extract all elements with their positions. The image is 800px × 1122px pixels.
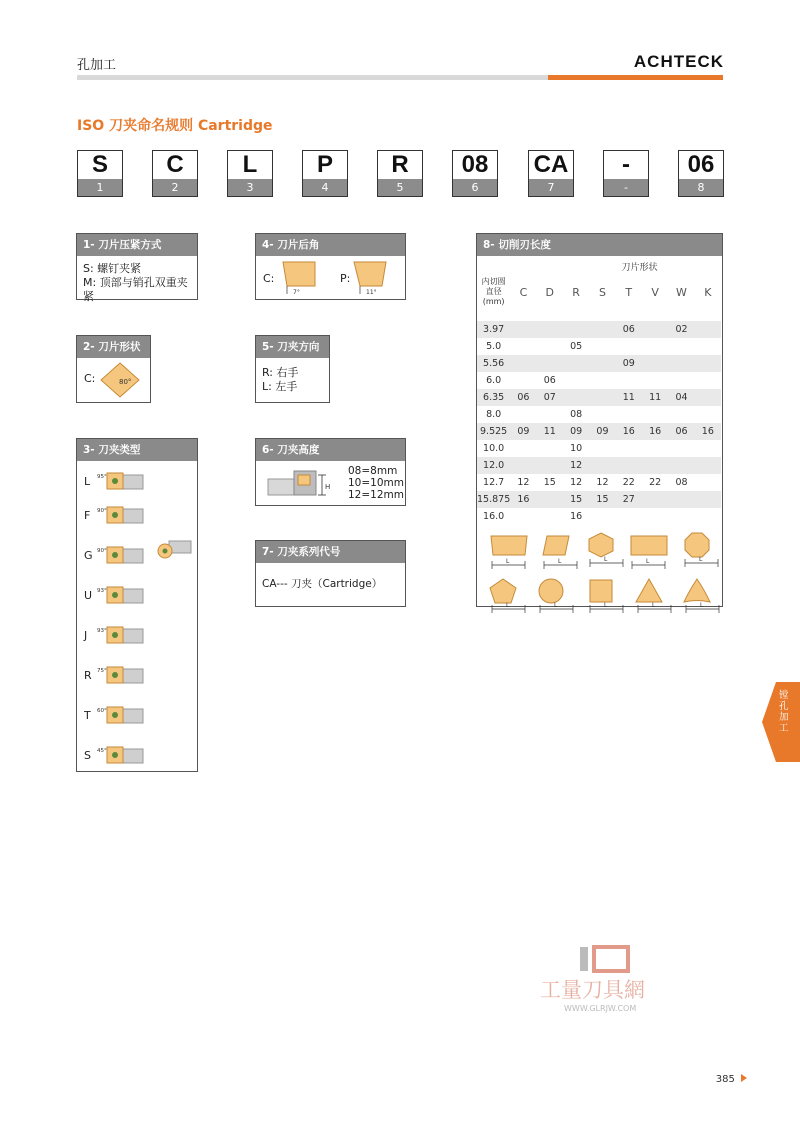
box-title: 6- 刀夹高度 — [256, 439, 405, 461]
rhombic-insert-icon — [99, 361, 141, 399]
d-insert-icon — [541, 533, 583, 571]
holder-type-icon — [97, 703, 145, 729]
length-cell — [510, 406, 536, 423]
svg-text:L: L — [558, 558, 562, 565]
direction-r: R: 右手 — [262, 366, 299, 379]
svg-text:L: L — [700, 602, 704, 609]
length-cell — [642, 338, 668, 355]
length-cell — [589, 338, 615, 355]
length-cell — [668, 406, 694, 423]
code-letter: 08 — [453, 151, 497, 179]
svg-text:L: L — [652, 602, 656, 609]
code-box — [77, 150, 123, 197]
brand-logo: ACHTECK — [633, 52, 724, 71]
length-cell — [589, 440, 615, 457]
svg-text:L: L — [699, 556, 703, 563]
code-number: 4 — [303, 179, 347, 196]
table-row — [477, 491, 721, 508]
svg-text:93°: 93° — [97, 588, 107, 594]
length-cell — [510, 321, 536, 338]
length-cell: 06 — [616, 321, 642, 338]
length-cell: 16 — [510, 491, 536, 508]
box-title: 4- 刀片后角 — [256, 234, 405, 256]
code-letter: 06 — [679, 151, 723, 179]
length-cell: 10 — [570, 443, 583, 454]
length-cell — [537, 338, 563, 355]
o-insert-icon — [682, 531, 724, 569]
length-cell: 22 — [622, 477, 635, 488]
l-insert-icon — [629, 533, 671, 571]
length-cell: 12 — [563, 457, 589, 474]
code-number: 6 — [453, 179, 497, 196]
diameter-cell: 12.7 — [483, 477, 505, 488]
svg-text:80°: 80° — [119, 378, 132, 386]
holder-type-icon — [97, 469, 145, 495]
diameter-cell: 5.0 — [486, 341, 502, 352]
diameter-cell: 12.0 — [477, 457, 510, 474]
length-cell: 12 — [570, 477, 583, 488]
holder-type-icon — [97, 663, 145, 689]
shape-header: 刀片形状 — [621, 263, 658, 273]
svg-text:H: H — [325, 483, 331, 491]
code-letter: S — [78, 151, 122, 179]
length-cell — [537, 406, 563, 423]
section-title: 孔加工 — [77, 58, 117, 73]
length-cell: 04 — [668, 389, 694, 406]
box-title: 5- 刀夹方向 — [256, 336, 329, 358]
length-cell: 16 — [642, 423, 668, 440]
length-cell — [695, 389, 721, 406]
table-row — [477, 321, 721, 338]
code-letter: - — [604, 151, 648, 179]
length-cell: 08 — [570, 409, 583, 420]
length-cell — [642, 440, 668, 457]
watermark — [540, 945, 700, 1015]
h-insert-icon — [587, 531, 629, 569]
code-letter: R — [378, 151, 422, 179]
holder-type-icon — [97, 503, 145, 529]
w-insert-icon — [683, 577, 725, 615]
code-box — [678, 150, 724, 197]
diameter-cell: 3.97 — [477, 321, 510, 338]
length-cell: 09 — [589, 423, 615, 440]
shape-column-header: V — [651, 285, 659, 299]
length-cell — [537, 440, 563, 457]
page-number: 385 — [716, 1073, 748, 1085]
length-cell — [668, 372, 694, 389]
box-title: 7- 刀夹系列代号 — [256, 541, 405, 563]
svg-text:11°: 11° — [366, 289, 377, 296]
shape-column-header: K — [704, 285, 712, 299]
code-number: 2 — [153, 179, 197, 196]
page-title: ISO 刀夹命名规则 Cartridge — [77, 118, 273, 134]
svg-text:L: L — [506, 602, 510, 609]
p-insert-icon — [489, 577, 531, 615]
length-cell — [510, 372, 536, 389]
length-cell — [642, 508, 668, 525]
shape-column-header: D — [545, 285, 554, 299]
shape-label: C: — [84, 372, 96, 385]
code-letter: L — [228, 151, 272, 179]
length-cell: 22 — [649, 477, 662, 488]
code-letter: CA — [529, 151, 573, 179]
diameter-cell: 5.56 — [477, 355, 510, 372]
series-ca: CA--- 刀夹（Cartridge） — [262, 578, 383, 590]
length-cell: 02 — [668, 321, 694, 338]
holder-type-row — [77, 749, 195, 779]
length-cell — [537, 355, 563, 372]
code-box — [603, 150, 649, 197]
box-title: 3- 刀夹类型 — [77, 439, 197, 461]
box-cutting-edge-length — [476, 233, 723, 607]
diameter-cell: 9.525 — [477, 423, 510, 440]
svg-text:L: L — [554, 602, 558, 609]
length-cell — [695, 508, 721, 525]
length-cell: 06 — [510, 389, 536, 406]
code-box — [452, 150, 498, 197]
table-row — [477, 372, 721, 389]
shape-column-header: R — [572, 285, 580, 299]
svg-text:90°: 90° — [97, 508, 107, 514]
length-cell — [589, 457, 615, 474]
box-direction — [255, 335, 330, 403]
t-insert-icon — [635, 577, 677, 615]
diameter-header: 内切圆 直径 (mm) — [481, 277, 506, 306]
length-cell — [695, 372, 721, 389]
length-cell: 08 — [675, 477, 688, 488]
length-cell: 11 — [642, 389, 668, 406]
length-cell: 16 — [616, 423, 642, 440]
table-row — [477, 355, 721, 372]
length-cell — [563, 389, 589, 406]
svg-text:WWW.GLRJW.COM: WWW.GLRJW.COM — [564, 1004, 637, 1013]
height-10: 10=10mm — [348, 477, 404, 489]
length-cell — [589, 406, 615, 423]
diameter-cell: 6.35 — [477, 389, 510, 406]
length-cell — [537, 508, 563, 525]
svg-text:L: L — [604, 556, 608, 563]
length-cell — [510, 457, 536, 474]
svg-text:95°: 95° — [97, 474, 107, 480]
holder-type-label: T — [84, 709, 91, 722]
shape-column-header: C — [519, 285, 528, 299]
holder-type-icon — [97, 583, 145, 609]
length-cell — [668, 508, 694, 525]
holder-type-row — [77, 709, 195, 739]
code-letter: P — [303, 151, 347, 179]
length-cell — [642, 491, 668, 508]
length-cell: 16 — [570, 511, 583, 522]
holder-g-alt-icon — [155, 537, 195, 565]
svg-text:90°: 90° — [97, 548, 107, 554]
code-number: 7 — [529, 179, 573, 196]
clamp-s: S: 螺钉夹紧 — [83, 262, 142, 275]
length-cell — [537, 321, 563, 338]
length-cell — [510, 440, 536, 457]
length-cell — [537, 457, 563, 474]
svg-text:L: L — [646, 558, 650, 565]
svg-text:工量刀具網: 工量刀具網 — [540, 978, 645, 1002]
length-cell — [563, 355, 589, 372]
length-cell — [616, 406, 642, 423]
cutting-length-table — [477, 275, 721, 525]
length-cell — [563, 372, 589, 389]
clearance-p-icon — [352, 260, 392, 296]
length-cell: 05 — [570, 341, 583, 352]
length-cell — [616, 508, 642, 525]
table-row — [477, 406, 721, 423]
length-cell — [695, 355, 721, 372]
diameter-cell: 15.875 — [477, 491, 510, 508]
length-cell — [695, 338, 721, 355]
length-cell: 12 — [596, 477, 609, 488]
box-holder-type — [76, 438, 198, 772]
holder-type-label: S — [84, 749, 91, 762]
length-cell: 11 — [537, 423, 563, 440]
length-cell — [695, 321, 721, 338]
diameter-cell: 6.0 — [486, 375, 502, 386]
length-cell — [642, 321, 668, 338]
length-cell: 11 — [616, 389, 642, 406]
s-insert-icon — [587, 577, 629, 615]
table-row — [477, 338, 721, 355]
insert-shape-grid — [477, 529, 722, 624]
box-insert-shape — [76, 335, 151, 403]
holder-height-icon — [264, 465, 342, 501]
length-cell — [616, 457, 642, 474]
svg-text:45°: 45° — [97, 748, 107, 754]
clearance-p-label: P: — [340, 272, 351, 285]
next-arrow-icon — [740, 1073, 748, 1083]
code-number: 8 — [679, 179, 723, 196]
box-title: 2- 刀片形状 — [77, 336, 150, 358]
clamp-m: M: 顶部与销孔双重夹紧 — [83, 276, 188, 303]
diameter-cell: 16.0 — [483, 511, 505, 522]
holder-type-label: R — [84, 669, 92, 682]
header-divider — [77, 75, 723, 80]
holder-type-row — [77, 629, 195, 659]
code-number: - — [604, 179, 648, 196]
code-number: 5 — [378, 179, 422, 196]
length-cell — [589, 508, 615, 525]
clearance-c-label: C: — [263, 272, 275, 285]
holder-type-row — [77, 669, 195, 699]
length-cell: 07 — [537, 389, 563, 406]
svg-text:75°: 75° — [97, 668, 107, 674]
length-cell — [695, 474, 721, 491]
length-cell — [668, 338, 694, 355]
code-boxes — [77, 150, 723, 198]
height-08: 08=8mm — [348, 465, 398, 477]
length-cell — [616, 440, 642, 457]
side-tab[interactable] — [762, 682, 800, 762]
length-cell: 15 — [563, 491, 589, 508]
box-title: 1- 刀片压紧方式 — [77, 234, 197, 256]
holder-type-label: U — [84, 589, 93, 602]
length-cell: 09 — [563, 423, 589, 440]
direction-l: L: 左手 — [262, 380, 298, 393]
length-cell: 09 — [616, 355, 642, 372]
box-series-code — [255, 540, 406, 607]
length-cell: 09 — [510, 423, 536, 440]
length-cell — [695, 440, 721, 457]
code-box — [302, 150, 348, 197]
length-cell: 06 — [668, 423, 694, 440]
holder-type-icon — [97, 623, 145, 649]
code-box — [377, 150, 423, 197]
length-cell — [563, 321, 589, 338]
shape-column-header: T — [625, 285, 633, 299]
length-cell: 12 — [517, 477, 530, 488]
box-clearance-angle — [255, 233, 406, 300]
table-row — [477, 389, 721, 406]
table-row — [477, 423, 721, 440]
holder-type-row — [77, 475, 195, 505]
svg-text:93°: 93° — [97, 628, 107, 634]
box-title: 8- 切削刃长度 — [477, 234, 722, 256]
length-cell — [510, 355, 536, 372]
length-cell — [642, 355, 668, 372]
length-cell — [642, 372, 668, 389]
holder-type-label: L — [84, 475, 91, 488]
length-cell — [589, 355, 615, 372]
table-row — [477, 474, 721, 491]
length-cell — [616, 338, 642, 355]
box-clamping — [76, 233, 198, 303]
length-cell: 15 — [543, 477, 556, 488]
holder-type-icon — [97, 743, 145, 769]
svg-text:7°: 7° — [293, 289, 300, 296]
diameter-cell: 10.0 — [483, 443, 505, 454]
length-cell: 15 — [589, 491, 615, 508]
svg-text:60°: 60° — [97, 708, 107, 714]
height-12: 12=12mm — [348, 489, 404, 501]
diameter-cell: 8.0 — [486, 409, 502, 420]
r-insert-icon — [537, 577, 579, 615]
holder-type-label: J — [84, 629, 88, 642]
length-cell — [642, 406, 668, 423]
holder-type-label: F — [84, 509, 91, 522]
box-holder-height — [255, 438, 406, 506]
length-cell — [537, 491, 563, 508]
clearance-c-icon — [281, 260, 321, 296]
length-cell: 16 — [695, 423, 721, 440]
svg-text:L: L — [506, 558, 510, 565]
holder-type-row — [77, 509, 195, 539]
svg-text:L: L — [604, 602, 608, 609]
code-box — [152, 150, 198, 197]
length-cell — [695, 406, 721, 423]
holder-type-row — [77, 589, 195, 619]
length-cell — [589, 372, 615, 389]
length-cell — [510, 508, 536, 525]
length-cell — [668, 355, 694, 372]
table-row — [477, 440, 721, 457]
shape-column-header: W — [676, 285, 687, 299]
code-box — [528, 150, 574, 197]
length-cell — [668, 457, 694, 474]
length-cell: 06 — [543, 375, 556, 386]
holder-type-icon — [97, 543, 145, 569]
code-letter: C — [153, 151, 197, 179]
holder-type-row — [77, 549, 195, 579]
table-row — [477, 508, 721, 525]
length-cell — [616, 372, 642, 389]
length-cell: 27 — [616, 491, 642, 508]
shape-column-header: S — [598, 285, 606, 299]
c-insert-icon — [489, 533, 531, 571]
length-cell — [589, 321, 615, 338]
length-cell — [510, 338, 536, 355]
length-cell — [668, 440, 694, 457]
length-cell — [695, 457, 721, 474]
code-number: 1 — [78, 179, 122, 196]
length-cell — [668, 491, 694, 508]
side-tab-label: 镗孔加工 — [779, 690, 789, 734]
table-row — [477, 457, 721, 474]
code-box — [227, 150, 273, 197]
length-cell — [695, 491, 721, 508]
holder-type-label: G — [84, 549, 93, 562]
length-cell — [589, 389, 615, 406]
code-number: 3 — [228, 179, 272, 196]
length-cell — [642, 457, 668, 474]
